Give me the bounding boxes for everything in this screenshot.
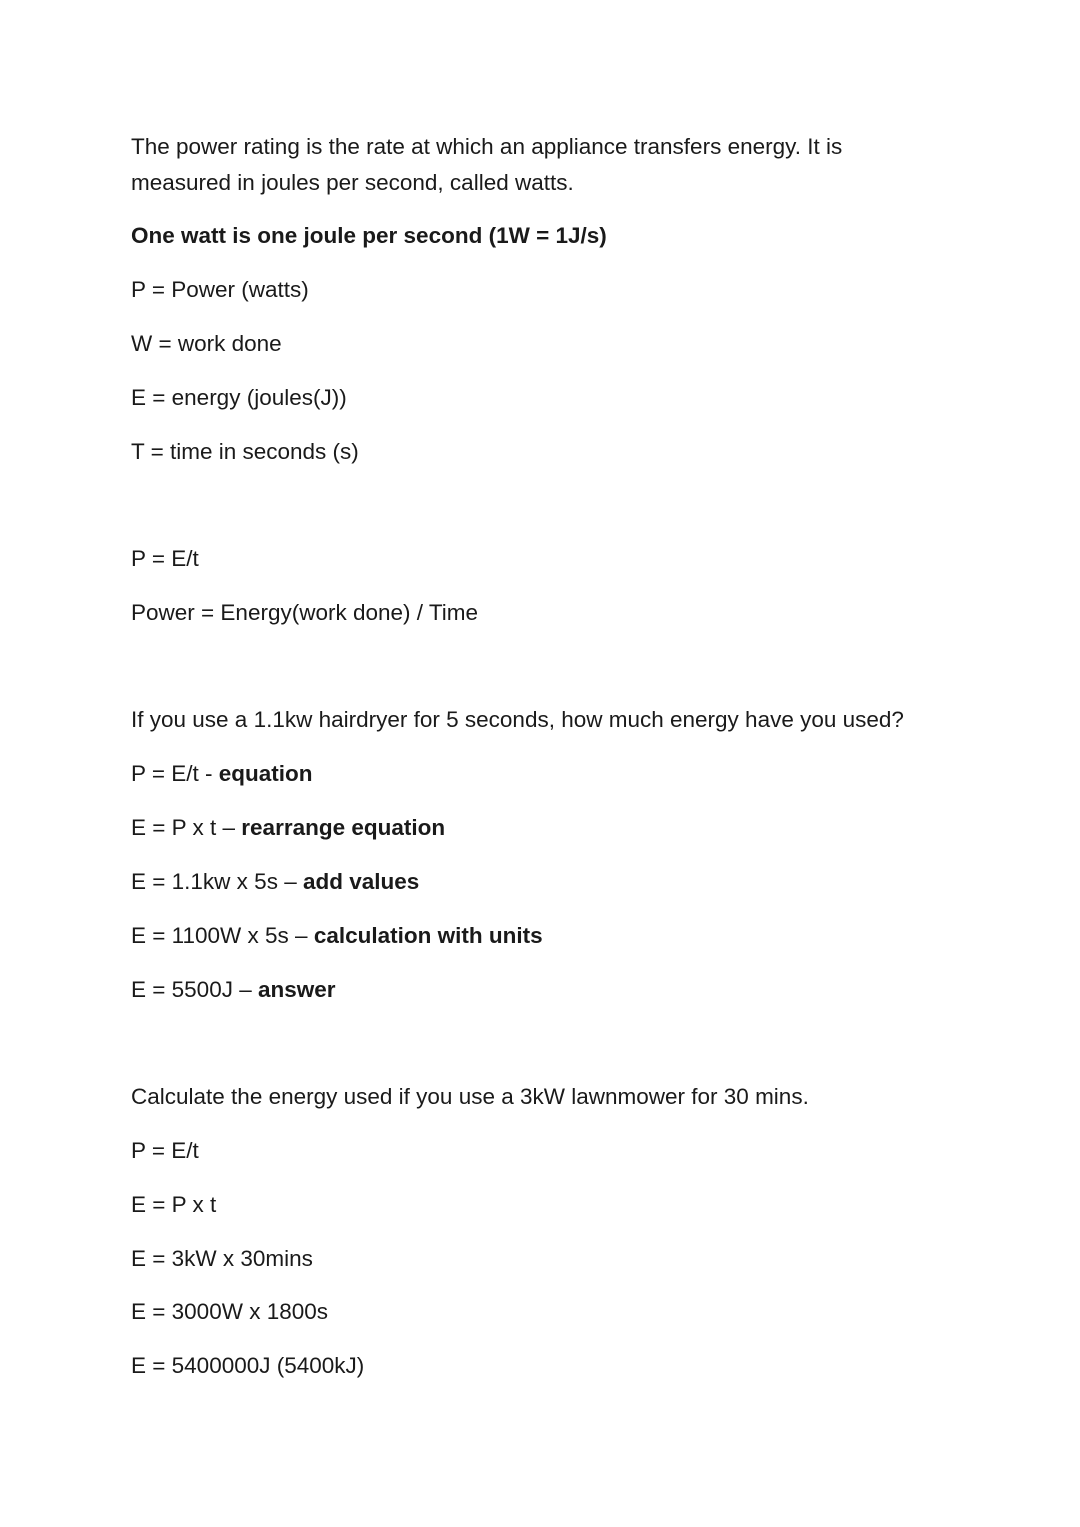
step-note: answer bbox=[257, 977, 336, 1002]
example1-step bbox=[131, 864, 419, 900]
example1-step bbox=[131, 972, 336, 1008]
step-note: add values bbox=[302, 869, 420, 894]
example2-step: E = 5400000J (5400kJ) bbox=[131, 1353, 365, 1378]
example2-question: Calculate the energy used if you use a 3kW lawnmower for 30 mins. bbox=[131, 1084, 809, 1109]
example1-question: If you use a 1.1kw hairdryer for 5 seconds, how much energy have you used? bbox=[131, 707, 904, 732]
watt-definition: One watt is one joule per second (1W = 1J/s) bbox=[131, 223, 607, 248]
example1-step bbox=[131, 918, 543, 954]
variable-work: W = work done bbox=[131, 331, 282, 356]
example1-step bbox=[131, 756, 313, 792]
intro-line-1: The power rating is the rate at which an appliance transfers energy. It is bbox=[131, 134, 843, 159]
example2-step: P = E/t bbox=[131, 1138, 199, 1163]
example2-step: E = 3kW x 30mins bbox=[131, 1246, 313, 1271]
step-expression: E = P x t – bbox=[131, 815, 242, 840]
step-expression: E = 5500J – bbox=[131, 977, 258, 1002]
step-expression: E = 1.1kw x 5s – bbox=[131, 869, 303, 894]
example1-step bbox=[131, 810, 445, 846]
formula-words: Power = Energy(work done) / Time bbox=[131, 600, 479, 625]
example2-step: E = 3000W x 1800s bbox=[131, 1299, 328, 1324]
step-note: rearrange equation bbox=[241, 815, 446, 840]
variable-energy: E = energy (joules(J)) bbox=[131, 385, 347, 410]
formula-symbolic: P = E/t bbox=[131, 546, 199, 571]
variable-power: P = Power (watts) bbox=[131, 277, 309, 302]
variable-time: T = time in seconds (s) bbox=[131, 439, 359, 464]
step-note: equation bbox=[218, 761, 313, 786]
step-note: calculation with units bbox=[313, 923, 543, 948]
intro-line-2: measured in joules per second, called watts. bbox=[131, 170, 574, 195]
step-expression: P = E/t - bbox=[131, 761, 219, 786]
example2-step: E = P x t bbox=[131, 1192, 217, 1217]
step-expression: E = 1100W x 5s – bbox=[131, 923, 314, 948]
